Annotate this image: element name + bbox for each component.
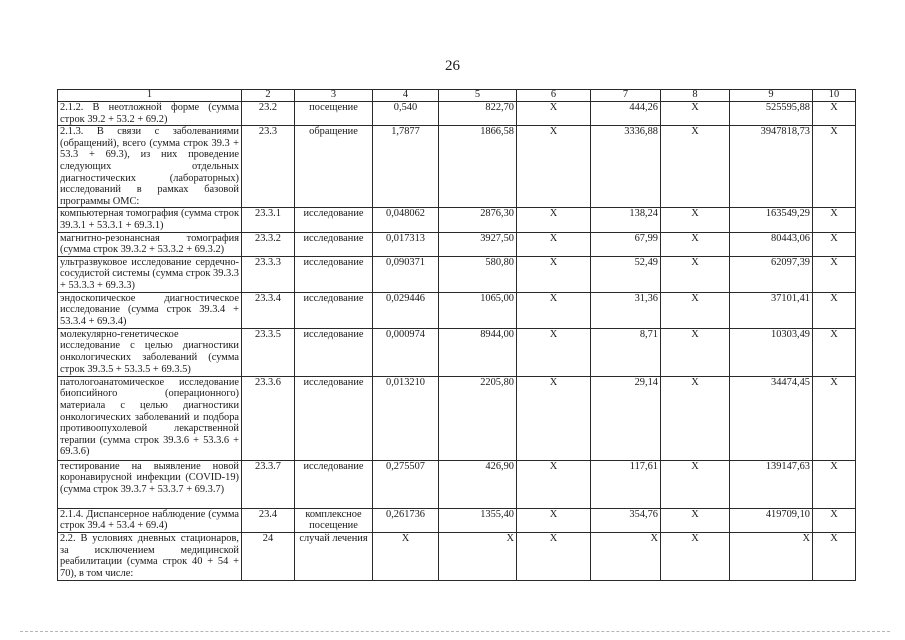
col8-cell: X	[661, 232, 730, 256]
norm-cell: 0,261736	[373, 508, 439, 532]
unit-cell: исследование	[295, 208, 373, 232]
col10-cell: X	[813, 208, 856, 232]
total-cell: X	[730, 532, 813, 580]
row-number-cell: 23.3.4	[242, 292, 295, 328]
col6-cell: X	[517, 232, 591, 256]
cost-cell: 3927,50	[439, 232, 517, 256]
per-capita-cell: X	[591, 532, 661, 580]
total-cell: 80443,06	[730, 232, 813, 256]
col10-cell: X	[813, 126, 856, 208]
unit-cell: исследование	[295, 292, 373, 328]
cost-cell: 8944,00	[439, 328, 517, 376]
row-number-cell: 23.3.1	[242, 208, 295, 232]
total-cell: 419709,10	[730, 508, 813, 532]
col6-cell: X	[517, 102, 591, 126]
col6-cell: X	[517, 208, 591, 232]
col8-cell: X	[661, 328, 730, 376]
col-header-3: 3	[295, 90, 373, 102]
col-header-7: 7	[591, 90, 661, 102]
cost-cell: 1065,00	[439, 292, 517, 328]
col6-cell: X	[517, 508, 591, 532]
table-row	[58, 126, 856, 208]
total-cell: 62097,39	[730, 256, 813, 292]
per-capita-cell: 29,14	[591, 376, 661, 460]
table-row	[58, 508, 856, 532]
table-row	[58, 460, 856, 508]
cost-cell: X	[439, 532, 517, 580]
cost-cell: 1355,40	[439, 508, 517, 532]
per-capita-cell: 67,99	[591, 232, 661, 256]
norm-cell: 1,7877	[373, 126, 439, 208]
row-name-cell: 2.2. В условиях дневных стационаров, за исключением медицинской реабилитации (сумма строк 40 + 54 + 70), в том числе:	[58, 532, 242, 580]
unit-cell: исследование	[295, 376, 373, 460]
norm-cell: 0,013210	[373, 376, 439, 460]
col10-cell: X	[813, 292, 856, 328]
row-number-cell: 23.3.6	[242, 376, 295, 460]
col6-cell: X	[517, 328, 591, 376]
col-header-4: 4	[373, 90, 439, 102]
col8-cell: X	[661, 376, 730, 460]
col10-cell: X	[813, 256, 856, 292]
cost-cell: 1866,58	[439, 126, 517, 208]
table-header-row	[58, 90, 856, 102]
data-table	[57, 89, 856, 581]
col6-cell: X	[517, 256, 591, 292]
total-cell: 525595,88	[730, 102, 813, 126]
col-header-1: 1	[58, 90, 242, 102]
total-cell: 10303,49	[730, 328, 813, 376]
row-name-cell: ультразвуковое исследование сердечно-сосудистой системы (сумма строк 39.3.3 + 53.3.3 + 69.3.3)	[58, 256, 242, 292]
cost-cell: 580,80	[439, 256, 517, 292]
row-number-cell: 23.3	[242, 126, 295, 208]
cost-cell: 822,70	[439, 102, 517, 126]
table-row	[58, 208, 856, 232]
col-header-5: 5	[439, 90, 517, 102]
row-number-cell: 23.4	[242, 508, 295, 532]
col8-cell: X	[661, 208, 730, 232]
row-number-cell: 23.3.5	[242, 328, 295, 376]
row-number-cell: 23.2	[242, 102, 295, 126]
col10-cell: X	[813, 532, 856, 580]
col8-cell: X	[661, 460, 730, 508]
per-capita-cell: 117,61	[591, 460, 661, 508]
total-cell: 37101,41	[730, 292, 813, 328]
scan-border-artifact	[20, 631, 890, 632]
per-capita-cell: 31,36	[591, 292, 661, 328]
table-row	[58, 256, 856, 292]
unit-cell: посещение	[295, 102, 373, 126]
per-capita-cell: 8,71	[591, 328, 661, 376]
row-name-cell: эндоскопическое диагностическое исследование (сумма строк 39.3.4 + 53.3.4 + 69.3.4)	[58, 292, 242, 328]
col6-cell: X	[517, 460, 591, 508]
table-row	[58, 532, 856, 580]
unit-cell: исследование	[295, 256, 373, 292]
col6-cell: X	[517, 532, 591, 580]
norm-cell: 0,017313	[373, 232, 439, 256]
row-name-cell: патологоанатомическое исследование биопсийного (операционного) материала с целью диагностики онкологических заболеваний и подбора противоопухолевой лекарственной терапии (сумма строк 39.3.6 + 53.3.6 + 69.3.6)	[58, 376, 242, 460]
col-header-8: 8	[661, 90, 730, 102]
col10-cell: X	[813, 508, 856, 532]
per-capita-cell: 52,49	[591, 256, 661, 292]
col-header-2: 2	[242, 90, 295, 102]
row-name-cell: магнитно-резонансная томография (сумма строк 39.3.2 + 53.3.2 + 69.3.2)	[58, 232, 242, 256]
unit-cell: исследование	[295, 232, 373, 256]
unit-cell: исследование	[295, 460, 373, 508]
page-number: 26	[445, 58, 460, 74]
col-header-10: 10	[813, 90, 856, 102]
total-cell: 34474,45	[730, 376, 813, 460]
col8-cell: X	[661, 508, 730, 532]
per-capita-cell: 354,76	[591, 508, 661, 532]
row-name-cell: 2.1.3. В связи с заболеваниями (обращений), всего (сумма строк 39.3 + 53.3 + 69.3), из них проведение следующих отдельных диагностических (лабораторных) исследований в рамках базовой программы ОМС:	[58, 126, 242, 208]
norm-cell: 0,048062	[373, 208, 439, 232]
row-name-cell: 2.1.2. В неотложной форме (сумма строк 39.2 + 53.2 + 69.2)	[58, 102, 242, 126]
per-capita-cell: 3336,88	[591, 126, 661, 208]
total-cell: 3947818,73	[730, 126, 813, 208]
norm-cell: 0,029446	[373, 292, 439, 328]
col10-cell: X	[813, 376, 856, 460]
col8-cell: X	[661, 292, 730, 328]
total-cell: 163549,29	[730, 208, 813, 232]
per-capita-cell: 444,26	[591, 102, 661, 126]
cost-cell: 2876,30	[439, 208, 517, 232]
unit-cell: случай лечения	[295, 532, 373, 580]
total-cell: 139147,63	[730, 460, 813, 508]
col8-cell: X	[661, 126, 730, 208]
row-number-cell: 23.3.7	[242, 460, 295, 508]
table-row	[58, 102, 856, 126]
row-name-cell: 2.1.4. Диспансерное наблюдение (сумма строк 39.4 + 53.4 + 69.4)	[58, 508, 242, 532]
norm-cell: 0,540	[373, 102, 439, 126]
col8-cell: X	[661, 102, 730, 126]
col10-cell: X	[813, 328, 856, 376]
row-number-cell: 23.3.3	[242, 256, 295, 292]
row-name-cell: компьютерная томография (сумма строк 39.3.1 + 53.3.1 + 69.3.1)	[58, 208, 242, 232]
norm-cell: X	[373, 532, 439, 580]
norm-cell: 0,275507	[373, 460, 439, 508]
table-row	[58, 328, 856, 376]
row-name-cell: молекулярно-генетическое исследование с целью диагностики онкологических заболеваний (сумма строк 39.3.5 + 53.3.5 + 69.3.5)	[58, 328, 242, 376]
cost-cell: 426,90	[439, 460, 517, 508]
per-capita-cell: 138,24	[591, 208, 661, 232]
col10-cell: X	[813, 232, 856, 256]
unit-cell: комплексное посещение	[295, 508, 373, 532]
cost-cell: 2205,80	[439, 376, 517, 460]
unit-cell: обращение	[295, 126, 373, 208]
col-header-6: 6	[517, 90, 591, 102]
col-header-9: 9	[730, 90, 813, 102]
table-row	[58, 376, 856, 460]
unit-cell: исследование	[295, 328, 373, 376]
col8-cell: X	[661, 532, 730, 580]
norm-cell: 0,000974	[373, 328, 439, 376]
table-row	[58, 292, 856, 328]
row-number-cell: 24	[242, 532, 295, 580]
table-row	[58, 232, 856, 256]
row-number-cell: 23.3.2	[242, 232, 295, 256]
col6-cell: X	[517, 292, 591, 328]
row-name-cell: тестирование на выявление новой коронавирусной инфекции (COVID-19) (сумма строк 39.3.7 + 53.3.7 + 69.3.7)	[58, 460, 242, 508]
col10-cell: X	[813, 460, 856, 508]
col6-cell: X	[517, 126, 591, 208]
col8-cell: X	[661, 256, 730, 292]
col10-cell: X	[813, 102, 856, 126]
norm-cell: 0,090371	[373, 256, 439, 292]
col6-cell: X	[517, 376, 591, 460]
